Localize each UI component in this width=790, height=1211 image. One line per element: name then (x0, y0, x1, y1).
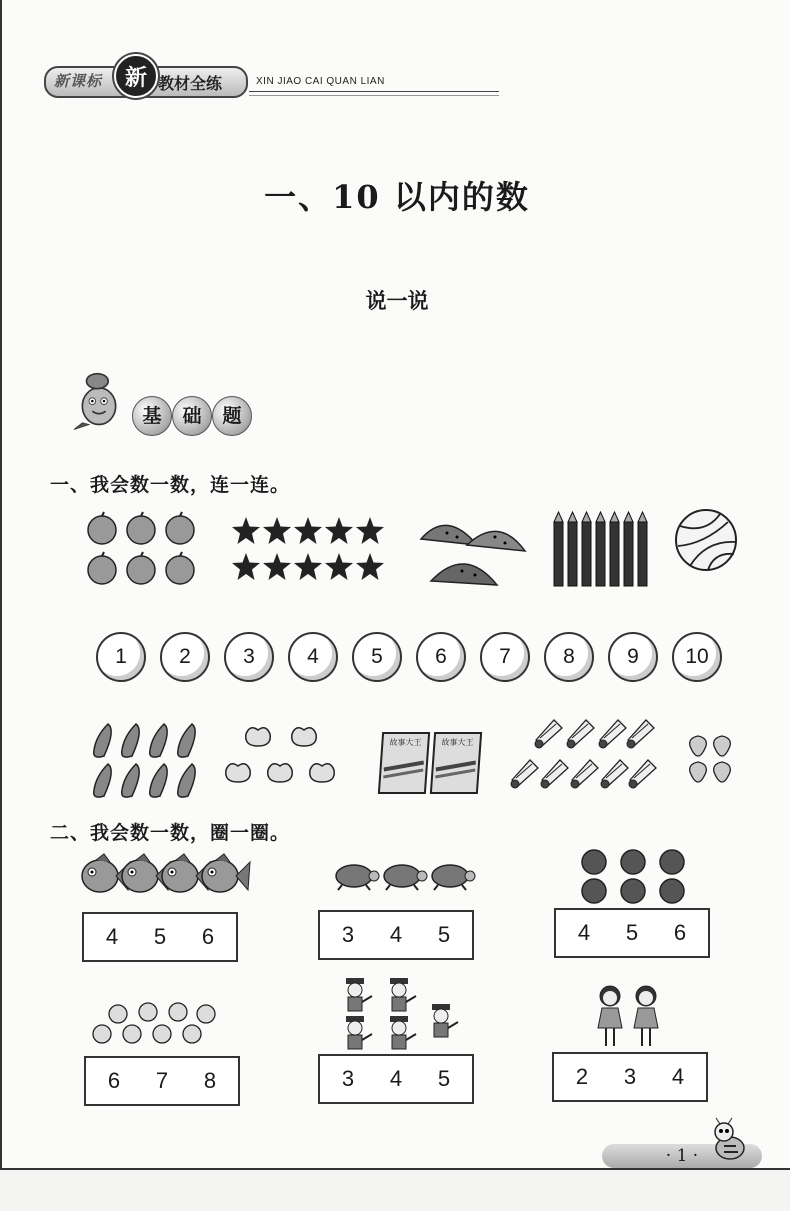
header-rule (249, 91, 499, 92)
choice-box-police (318, 1054, 474, 1104)
apples-group-icon (86, 512, 206, 588)
peaches-group-icon (220, 722, 340, 788)
badge-char-2: 础 (172, 396, 212, 436)
apples-small-group-icon (90, 1002, 220, 1046)
storybook-2-label: 故事大王 (441, 738, 474, 747)
section-subtitle: 说一说 (365, 289, 429, 313)
pencils-group-icon (550, 512, 654, 592)
option-dots-3[interactable]: 6 (673, 920, 687, 945)
storybook-1-label: 故事大王 (389, 738, 422, 747)
badge-char-3: 题 (212, 396, 252, 436)
option-police-3[interactable]: 5 (437, 1066, 451, 1091)
number-circle-7[interactable]: 7 (480, 632, 530, 682)
option-turtles-3[interactable]: 5 (437, 922, 451, 947)
option-fish-2[interactable]: 5 (153, 924, 167, 949)
brand-left-text: 新课标 (54, 72, 103, 90)
number-circle-1[interactable]: 1 (96, 632, 146, 682)
page-bottom-margin (0, 1170, 790, 1211)
option-turtles-1[interactable]: 3 (341, 922, 355, 947)
page-footer (602, 1140, 790, 1170)
choice-box-apples (84, 1056, 240, 1106)
brand-circle-text: 新 (124, 66, 147, 91)
stars-group-icon (232, 515, 392, 585)
basic-questions-badge (64, 372, 264, 442)
number-circle-6[interactable]: 6 (416, 632, 466, 682)
brand-logo-circle (114, 54, 158, 98)
shuttlecocks-group-icon (506, 718, 658, 794)
question-2-text: 二、我会数一数，圈一圈。 (50, 822, 291, 844)
number-circle-5[interactable]: 5 (352, 632, 402, 682)
storybook-1 (378, 732, 430, 794)
option-apples-2[interactable]: 7 (155, 1068, 169, 1093)
option-apples-3[interactable]: 8 (203, 1068, 217, 1093)
option-girls-3[interactable]: 4 (671, 1064, 685, 1089)
number-circle-9[interactable]: 9 (608, 632, 658, 682)
number-circle-8[interactable]: 8 (544, 632, 594, 682)
page-title: 一、10 以内的数 (264, 178, 530, 216)
fish-group-icon (82, 850, 252, 898)
police-group-icon (338, 976, 468, 1052)
option-dots-1[interactable]: 4 (577, 920, 591, 945)
number-circle-3[interactable]: 3 (224, 632, 274, 682)
header-rule-thin (249, 95, 499, 96)
badge-char-1: 基 (132, 396, 172, 436)
page-number: · 1 · (665, 1146, 699, 1166)
choice-box-fish (82, 912, 238, 962)
brand-pinyin: XIN JIAO CAI QUAN LIAN (256, 76, 385, 87)
option-fish-3[interactable]: 6 (201, 924, 215, 949)
option-dots-2[interactable]: 5 (625, 920, 639, 945)
option-apples-1[interactable]: 6 (107, 1068, 121, 1093)
turtles-group-icon (332, 858, 482, 894)
option-girls-2[interactable]: 3 (623, 1064, 637, 1089)
choice-box-turtles (318, 910, 474, 960)
brand-right-text: 教材全练 (158, 74, 223, 93)
option-turtles-2[interactable]: 4 (389, 922, 403, 947)
option-girls-1[interactable]: 2 (575, 1064, 589, 1089)
number-circle-10[interactable]: 10 (672, 632, 722, 682)
strawberries-group-icon (686, 732, 736, 786)
question-1-text: 一、我会数一数，连一连。 (50, 474, 291, 496)
storybook-2 (430, 732, 482, 794)
choice-box-dots (554, 908, 710, 958)
bee-icon (706, 1118, 754, 1166)
brand-header (44, 62, 464, 98)
option-fish-1[interactable]: 4 (105, 924, 119, 949)
watermelon-group-icon (417, 515, 529, 591)
number-circle-2[interactable]: 2 (160, 632, 210, 682)
mascot-icon (74, 372, 124, 432)
dots-group-icon (580, 848, 690, 906)
volleyball-icon (674, 508, 738, 572)
number-circle-4[interactable]: 4 (288, 632, 338, 682)
girls-group-icon (596, 984, 664, 1050)
eggplants-group-icon (86, 720, 198, 804)
choice-box-girls (552, 1052, 708, 1102)
option-police-2[interactable]: 4 (389, 1066, 403, 1091)
option-police-1[interactable]: 3 (341, 1066, 355, 1091)
